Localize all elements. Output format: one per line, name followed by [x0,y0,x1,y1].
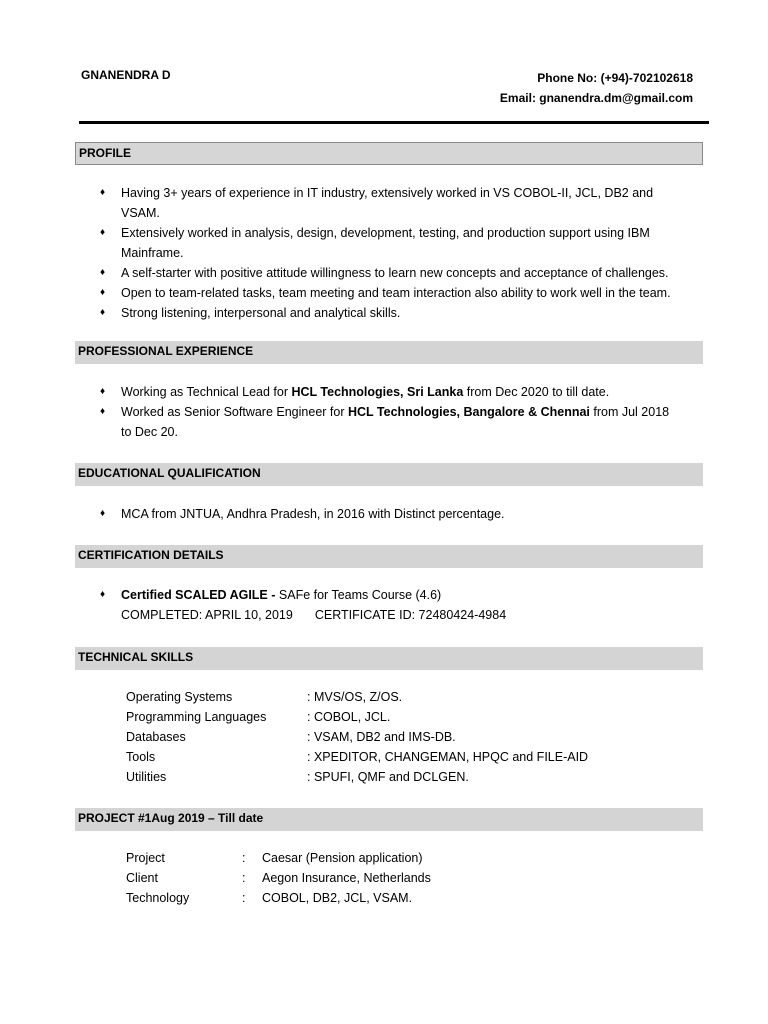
bullet-icon: ♦ [100,406,106,417]
section-header-education: EDUCATIONAL QUALIFICATION [75,463,703,486]
section-header-certification: CERTIFICATION DETAILS [75,545,703,568]
completion-date: COMPLETED: APRIL 10, 2019 [121,608,293,622]
list-item: ♦ Having 3+ years of experience in IT industry, extensively worked in VS COBOL-II, JCL, DB2 and VSAM. [100,183,680,223]
table-row: Programming Languages : COBOL, JCL. [126,710,391,724]
section-header-technical-skills: TECHNICAL SKILLS [75,647,703,670]
table-row: Technology : COBOL, DB2, JCL, VSAM. [126,891,413,905]
list-item: ♦ MCA from JNTUA, Andhra Pradesh, in 2016 with Distinct percentage. [100,504,680,524]
list-item [100,585,680,625]
bullet-icon: ♦ [100,287,106,298]
employer-name: HCL Technologies, Sri Lanka [291,385,464,399]
list-item: ♦ Working as Technical Lead for HCL Technologies, Sri Lanka from Dec 2020 to till date. [100,382,680,402]
section-header-experience: PROFESSIONAL EXPERIENCE [75,341,703,364]
bullet-icon: ♦ [100,386,106,397]
certification-course: SAFe for Teams Course (4.6) [278,588,442,602]
candidate-name: GNANENDRA D [81,68,171,82]
bullet-icon: ♦ [100,267,106,278]
table-row: Project : Caesar (Pension application) [126,851,423,865]
phone-number: Phone No: (+94)-702102618 [537,71,693,85]
list-item: ♦ Strong listening, interpersonal and analytical skills. [100,303,680,323]
section-header-project: PROJECT #1Aug 2019 – Till date [75,808,703,831]
skills-table [126,687,588,787]
list-item: ♦ Extensively worked in analysis, design, development, testing, and production support using IBM Mainframe. [100,223,680,263]
bullet-icon: ♦ [100,589,106,600]
table-row: Client : Aegon Insurance, Netherlands [126,871,431,885]
contact-block [500,68,693,108]
project-table [126,848,431,908]
employer-name: HCL Technologies, Bangalore & Chennai [347,405,590,419]
bullet-icon: ♦ [100,307,106,318]
experience-list [100,382,680,442]
list-item: ♦ Worked as Senior Software Engineer for HCL Technologies, Bangalore & Chennai from Jul 2018 to Dec 20. [100,402,680,442]
table-row: Operating Systems : MVS/OS, Z/OS. [126,690,403,704]
header-divider [79,121,709,124]
bullet-icon: ♦ [100,508,106,519]
certification-name: Certified SCALED AGILE - [121,588,279,602]
section-header-profile: PROFILE [75,142,703,165]
table-row: Tools : XPEDITOR, CHANGEMAN, HPQC and FILE-AID [126,750,589,764]
email-address: Email: gnanendra.dm@gmail.com [499,91,693,105]
certification-meta [121,605,680,625]
bullet-icon: ♦ [100,227,106,238]
profile-list [100,183,680,323]
list-item: ♦ Open to team-related tasks, team meeting and team interaction also ability to work well in the team. [100,283,680,303]
education-list [100,504,680,524]
certification-list [100,585,680,625]
certificate-id: CERTIFICATE ID: 72480424-4984 [314,608,507,622]
list-item: ♦ A self-starter with positive attitude willingness to learn new concepts and acceptance of challenges. [100,263,680,283]
table-row: Utilities : SPUFI, QMF and DCLGEN. [126,770,469,784]
table-row: Databases : VSAM, DB2 and IMS-DB. [126,730,456,744]
bullet-icon: ♦ [100,187,106,198]
